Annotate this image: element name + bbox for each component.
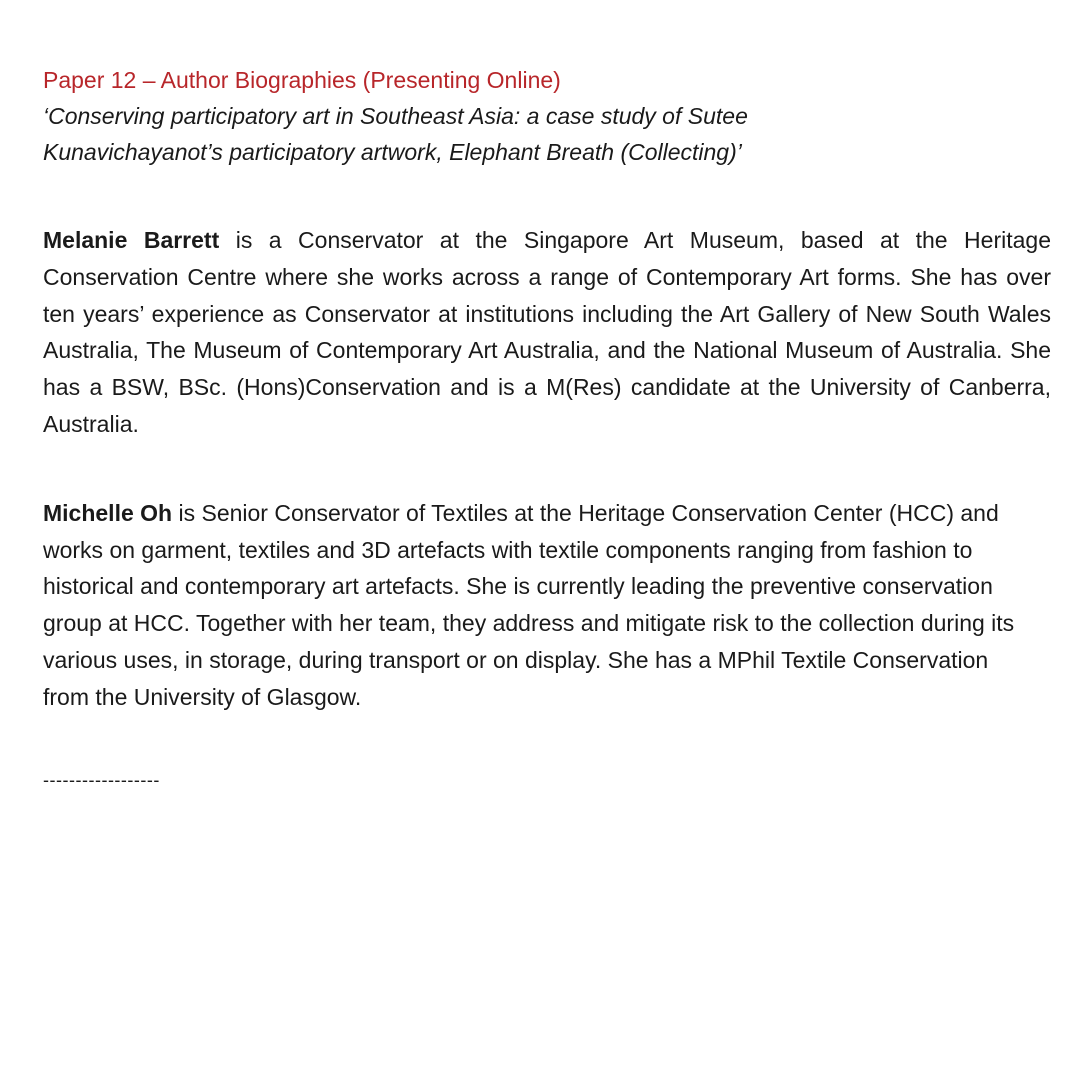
author-bio-melanie-barrett: [43, 222, 1051, 443]
author-name: Michelle Oh: [43, 499, 173, 526]
document-page: [43, 62, 1051, 792]
author-bio-michelle-oh: [43, 495, 1028, 716]
paper-title: ‘Conserving participatory art in Southeast Asia: a case study of Sutee Kunavichayanot’s participatory artwork, Elephant Breath (Collecting)’: [43, 103, 748, 165]
paper-heading: Paper 12 – Author Biographies (Presenting Online): [43, 67, 561, 93]
author-bio-text: is Senior Conservator of Textiles at the Heritage Conservation Center (HCC) and works on garment, textiles and 3D artefacts with textile components ranging from fashion to historical and contemporary art artefacts. She is currently leading the preventive conservation group at HCC. Together with her team, they address and mitigate risk to the collection during its various uses, in storage, during transport or on display. She has a MPhil Textile Conservation from the University of Glasgow.: [43, 499, 1015, 710]
author-name: Melanie Barrett: [43, 227, 220, 253]
section-separator: ------------------: [43, 769, 160, 790]
author-bio-text: is a Conservator at the Singapore Art Museum, based at the Heritage Conservation Centre where she works across a range of Contemporary Art forms. She has over ten years’ experience as Conservator at institutions including the Art Gallery of New South Wales Australia, The Museum of Contemporary Art Australia, and the National Museum of Australia. She has a BSW, BSc. (Hons)Conservation and is a M(Res) candidate at the University of Canberra, Australia.: [43, 227, 1051, 437]
